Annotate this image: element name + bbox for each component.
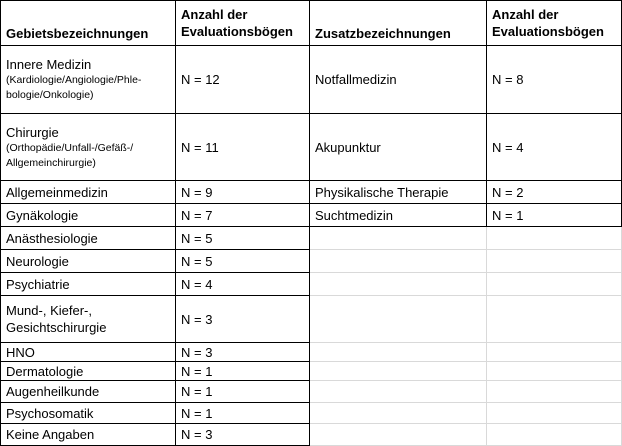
header-zusatzbezeichnungen: Zusatzbezeichnungen: [309, 0, 487, 46]
table-row-count: N = 5: [175, 249, 310, 273]
table-row-name: Gynäkologie: [0, 203, 176, 227]
table-row-count: N = 11: [175, 113, 310, 181]
table-row-count: N = 2: [486, 180, 622, 204]
table-row-count: N = 1: [175, 380, 310, 403]
gridline: [309, 402, 622, 403]
table-row-name: Augenheilkunde: [0, 380, 176, 403]
table-row-name: Akupunktur: [309, 113, 487, 181]
table-row-count: N = 1: [175, 402, 310, 424]
table-row-count: N = 3: [175, 423, 310, 446]
table-row-count: N = 5: [175, 226, 310, 250]
table-row-count: N = 7: [175, 203, 310, 227]
table-row-name: Keine Angaben: [0, 423, 176, 446]
table-row-count: N = 1: [486, 203, 622, 227]
table-row-name: Dermatologie: [0, 361, 176, 381]
table-row-name: Psychiatrie: [0, 272, 176, 296]
gridline: [309, 380, 622, 381]
table-row-count: N = 12: [175, 45, 310, 114]
gridline: [309, 342, 622, 343]
gridline: [309, 249, 622, 250]
table-row-name: Anästhesiologie: [0, 226, 176, 250]
table-row-name: Innere Medizin (Kardiologie/Angiologie/Phle- bologie/Onkologie): [0, 45, 176, 114]
table-row-name: Chirurgie (Orthopädie/Unfall-/Gefäß-/ Allgemeinchirurgie): [0, 113, 176, 181]
table-row-count: N = 8: [486, 45, 622, 114]
gridline: [486, 226, 487, 446]
table-row-name: Mund-, Kiefer-, Gesichtschirurgie: [0, 295, 176, 343]
table-row-name: HNO: [0, 342, 176, 362]
gridline: [309, 295, 622, 296]
table-row-count: N = 4: [486, 113, 622, 181]
table-row-name: Physikalische Therapie: [309, 180, 487, 204]
table-row-name: Psychosomatik: [0, 402, 176, 424]
table-row-count: N = 4: [175, 272, 310, 296]
table-row-name: Allgemeinmedizin: [0, 180, 176, 204]
header-anzahl-left: Anzahl der Evaluationsbögen: [175, 0, 310, 46]
header-gebietsbezeichnungen: Gebietsbezeichnungen: [0, 0, 176, 46]
gridline: [309, 423, 622, 424]
table-row-count: N = 9: [175, 180, 310, 204]
gridline: [309, 361, 622, 362]
table-row-name: Neurologie: [0, 249, 176, 273]
table-row-name: Notfallmedizin: [309, 45, 487, 114]
table-row-count: N = 1: [175, 361, 310, 381]
gridline: [309, 272, 622, 273]
table-row-count: N = 3: [175, 295, 310, 343]
header-anzahl-right: Anzahl der Evaluationsbögen: [486, 0, 622, 46]
table-row-name: Suchtmedizin: [309, 203, 487, 227]
table-row-count: N = 3: [175, 342, 310, 362]
